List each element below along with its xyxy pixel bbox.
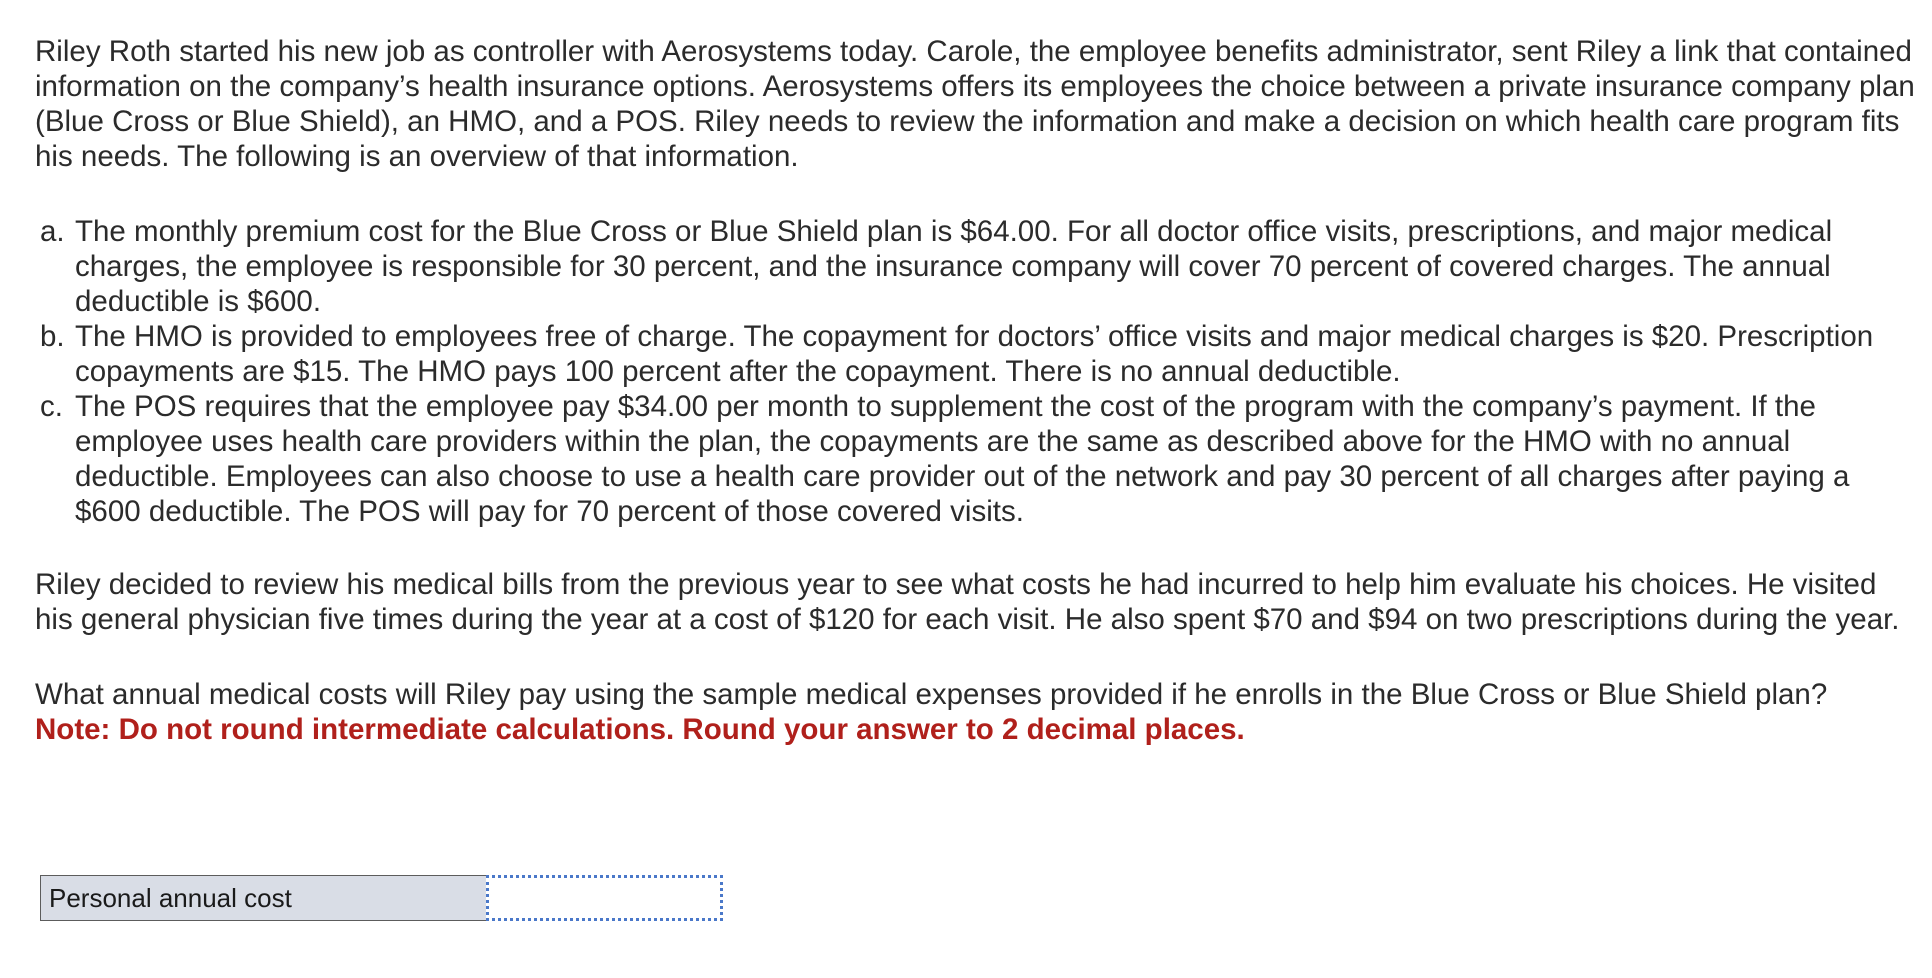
- option-marker: b.: [40, 320, 65, 353]
- question-text: What annual medical costs will Riley pay using the sample medical expenses provided if he enrolls in the Blue Cross or Blue Shield plan?: [35, 678, 1828, 711]
- plan-options-list: [35, 214, 1915, 529]
- intro-paragraph: Riley Roth started his new job as controller with Aerosystems today. Carole, the employee benefits administrator, sent Riley a link that contained information on the company’s health insurance options. Aerosystems offers its employees the choice between a private insurance company plan (Blue Cross or Blue Shield), an HMO, and a POS. Riley needs to review the information and make a decision on which health care program fits his needs. The following is an overview of that information.: [35, 35, 1915, 173]
- option-marker: a.: [40, 215, 65, 248]
- rounding-note: Note: Do not round intermediate calculations. Round your answer to 2 decimal places.: [35, 713, 1245, 746]
- option-pos: [35, 389, 1915, 529]
- option-marker: c.: [40, 390, 63, 423]
- option-text: The monthly premium cost for the Blue Cross or Blue Shield plan is $64.00. For all doctor office visits, prescriptions, and major medical charges, the employee is responsible for 30 percent, and the insurance company will cover 70 percent of covered charges. The annual deductible is $600.: [75, 215, 1833, 318]
- problem-content: [35, 34, 1915, 747]
- answer-row: [40, 875, 723, 921]
- option-blue-cross: [35, 214, 1915, 319]
- answer-label: Personal annual cost: [40, 875, 486, 921]
- option-text: The HMO is provided to employees free of charge. The copayment for doctors’ office visits and major medical charges is $20. Prescription copayments are $15. The HMO pays 100 percent after the copayment. There is no annual deductible.: [75, 320, 1874, 388]
- option-text: The POS requires that the employee pay $34.00 per month to supplement the cost of the program with the company’s payment. If the employee uses health care providers within the plan, the copayments are the same as described above for the HMO with no annual deductible. Employees can also choose to use a health care provider out of the network and pay 30 percent of all charges after paying a $600 deductible. The POS will pay for 70 percent of those covered visits.: [75, 390, 1850, 528]
- option-hmo: [35, 319, 1915, 389]
- medical-history-paragraph: Riley decided to review his medical bills from the previous year to see what costs he had incurred to help him evaluate his choices. He visited his general physician five times during the year at a cost of $120 for each visit. He also spent $70 and $94 on two prescriptions during the year.: [35, 568, 1900, 636]
- personal-annual-cost-input[interactable]: [486, 875, 723, 921]
